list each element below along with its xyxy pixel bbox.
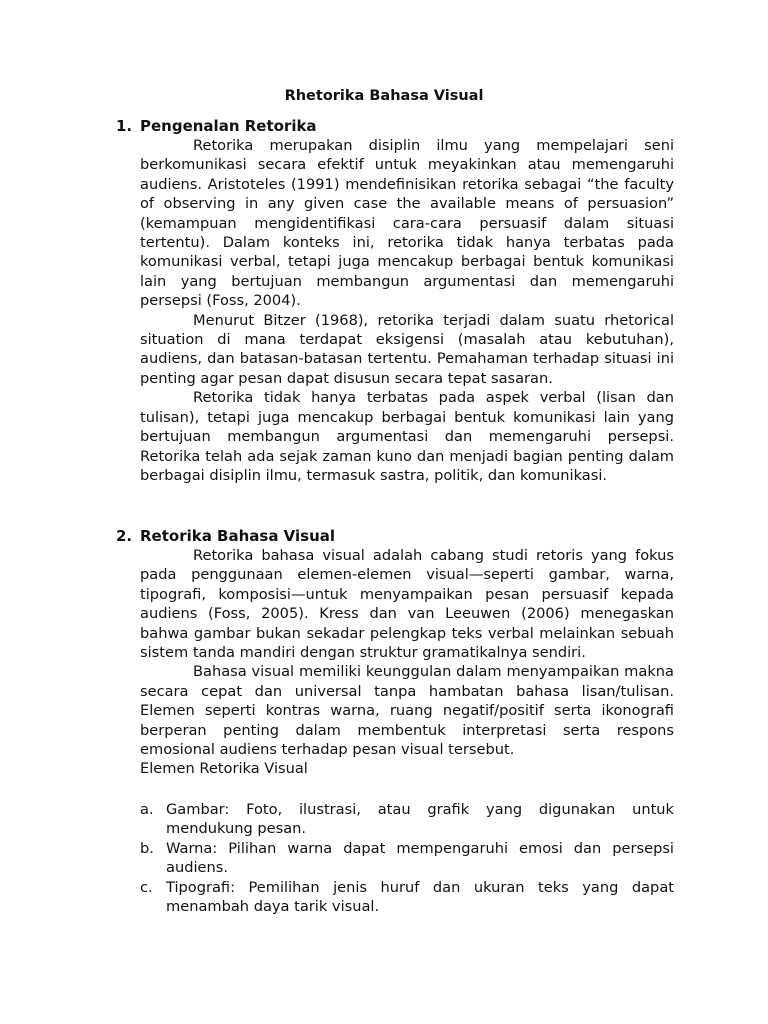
section-number: 1. <box>116 117 133 135</box>
list-marker: a. <box>140 801 154 818</box>
paragraph: Retorika bahasa visual adalah cabang studi retoris yang fokus pada penggunaan elemen-elemen visual—seperti gambar, warna, tipografi, komposisi—untuk menyampaikan pesan persuasif kepada audiens (Foss, 2005). Kress dan van Leeuwen (2006) menegaskan bahwa gambar bukan sekadar pelengkap teks verbal melainkan sebuah sistem tanda mandiri dengan struktur gramatikalnya sendiri. <box>140 547 674 662</box>
list-marker: c. <box>140 878 153 896</box>
section-body-2 <box>140 546 674 779</box>
document-title: Rhetorika Bahasa Visual <box>284 88 484 104</box>
list-item-text: Gambar: Foto, ilustrasi, atau grafik yang digunakan untuk mendukung pesan. <box>166 801 674 838</box>
section-heading-text: Retorika Bahasa Visual <box>140 527 336 545</box>
paragraph: Retorika tidak hanya terbatas pada aspek verbal (lisan dan tulisan), tetapi juga mencakup berbagai bentuk komunikasi lain yang bertujuan membangun argumentasi dan memengaruhi persepsi. Retorika telah ada sejak zaman kuno dan menjadi bagian penting dalam berbagai disiplin ilmu, termasuk sastra, politik, dan komunikasi. <box>140 389 674 484</box>
list-item-text: Tipografi: Pemilihan jenis huruf dan ukuran teks yang dapat menambah daya tarik visual. <box>166 878 674 916</box>
section-number: 2. <box>116 527 133 545</box>
list-item <box>140 800 674 839</box>
section-body-1 <box>140 136 674 485</box>
paragraph: Retorika merupakan disiplin ilmu yang mempelajari seni berkomunikasi secara efektif untuk meyakinkan atau memengaruhi audiens. Aristoteles (1991) mendefinisikan retorika sebagai “the faculty of observing in any given case the available means of persuasion” (kemampuan mengidentifikasi cara-cara persuasif dalam situasi tertentu). Dalam konteks ini, retorika tidak hanya terbatas pada komunikasi verbal, tetapi juga mencakup berbagai bentuk komunikasi lain yang bertujuan membangun argumentasi dan memengaruhi persepsi (Foss, 2004). <box>140 137 674 310</box>
paragraph: Bahasa visual memiliki keunggulan dalam menyampaikan makna secara cepat dan universal tanpa hambatan bahasa lisan/tulisan. Elemen seperti kontras warna, ruang negatif/positif serta ikonografi berperan penting dalam membentuk interpretasi serta respons emosional audiens terhadap pesan visual tersebut. <box>140 663 674 759</box>
section-heading-text: Pengenalan Retorika <box>140 117 317 135</box>
list-item <box>140 878 674 917</box>
list-item-text: Warna: Pilihan warna dapat mempengaruhi emosi dan persepsi audiens. <box>166 839 674 877</box>
list-marker: b. <box>140 839 154 857</box>
list-intro: Elemen Retorika Visual <box>140 760 308 778</box>
list-item <box>140 839 674 878</box>
paragraph: Menurut Bitzer (1968), retorika terjadi dalam suatu rhetorical situation di mana terdapat eksigensi (masalah atau kebutuhan), audiens, dan batasan-batasan tertentu. Pemahaman terhadap situasi ini penting agar pesan dapat disusun secara tepat sasaran. <box>140 311 674 387</box>
section-heading-2 <box>116 526 335 546</box>
section-heading-1 <box>116 116 317 136</box>
element-list <box>140 800 674 916</box>
